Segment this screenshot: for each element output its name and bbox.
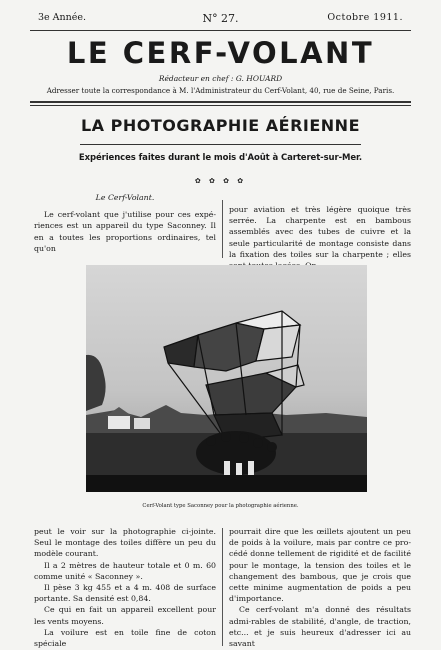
paragraph: Le cerf-volant que j'utilise pour ces expé-riences est un appareil du type Saconney. Il en a toutes les proportions ordinaires, tel qu'on bbox=[34, 210, 216, 253]
paragraph: peut le voir sur la photographie ci-jointe. Seul le montage des toiles diffère un peu du modèle courant. bbox=[34, 527, 216, 559]
paragraph: Ce qui en fait un appareil excellent pour les vents moyens. bbox=[34, 605, 216, 626]
photo-caption: Cerf-Volant type Saconney pour la photographie aérienne. bbox=[142, 503, 299, 509]
issue-header bbox=[38, 12, 403, 26]
column-left-top bbox=[34, 192, 216, 254]
column-right-top bbox=[229, 204, 411, 271]
column-right-bottom bbox=[229, 526, 411, 649]
masthead-address: Adresser toute la correspondance à M. l'Administrateur du Cerf-Volant, 40, rue de Seine, Paris. bbox=[46, 86, 395, 95]
issue-date: Octobre 1911. bbox=[327, 12, 403, 23]
paragraph: Il a 2 mètres de hauteur totale et 0 m. 60 comme unité « Saconney ». bbox=[34, 560, 216, 581]
section-heading: Le Cerf-Volant. bbox=[95, 193, 155, 202]
paragraph: Ce cerf-volant m'a donné des résultats admi-rables de stabilité, d'angle, de traction, etc... et je suis heureux d'adresser ici au savant bbox=[229, 605, 411, 649]
column-left-bottom bbox=[34, 526, 216, 649]
article-title: LA PHOTOGRAPHIE AÉRIENNE bbox=[80, 116, 360, 135]
saconney-kite-image bbox=[86, 265, 367, 492]
issue-year: 3e Année. bbox=[38, 12, 87, 23]
masthead-rule bbox=[30, 101, 411, 103]
header-rule bbox=[30, 30, 411, 31]
paragraph: Il pèse 3 kg 455 et a 4 m. 408 de surface portante. Sa densité est 0,84. bbox=[34, 583, 216, 604]
paragraph: pourrait dire que les œillets ajoutent un peu de poids à la voilure, mais par contre ce pro-cédé donne tellement de rigidité et de facilité pour le montage, la tension des toiles et le changement des bambous, que je crois que cette minime augmentation de poids a peu d'importance. bbox=[229, 527, 411, 604]
column-divider bbox=[222, 200, 223, 258]
kite-photograph bbox=[86, 265, 367, 492]
paragraph: pour aviation et très légère quoique très serrée. La charpente est en bambous assemblés avec des tubes de cuivre et la seule particularité de montage consiste dans la fixation des toiles sur la charpente ; elles bbox=[229, 205, 411, 259]
masthead-editor: Rédacteur en chef : G. HOUARD bbox=[158, 74, 283, 83]
column-divider bbox=[222, 528, 223, 646]
title-rule bbox=[80, 144, 361, 145]
paragraph: La voilure est en toile fine de coton spéciale bbox=[34, 627, 216, 649]
ornament-divider: ✿ ✿ ✿ ✿ bbox=[194, 177, 247, 185]
masthead-title: LE CERF-VOLANT bbox=[66, 36, 375, 70]
issue-number: N° 27. bbox=[202, 12, 239, 25]
masthead-rule-thin bbox=[30, 105, 411, 106]
article-subtitle: Expériences faites durant le mois d'Août à Carteret-sur-Mer. bbox=[78, 153, 363, 163]
